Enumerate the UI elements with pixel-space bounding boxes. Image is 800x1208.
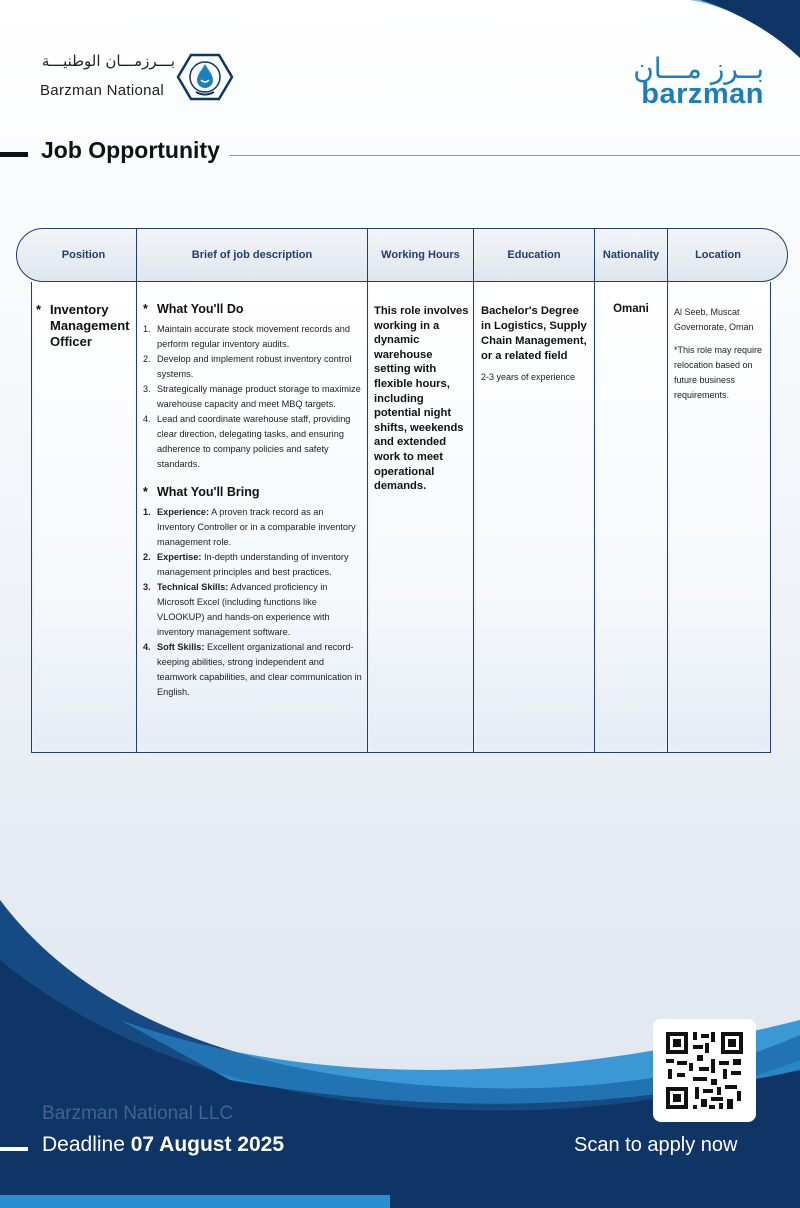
- table-header: [16, 228, 788, 282]
- list-item: 2. Develop and implement robust inventory control systems.: [143, 354, 352, 379]
- qr-code-icon: [653, 1019, 756, 1122]
- list-item: 3. Technical Skills: Advanced proficiency in Microsoft Excel (including functions like VLOOKUP) and hands-on experience with inventory management software.: [143, 582, 330, 637]
- location-text: Al Seeb, Muscat Governorate, Oman: [674, 307, 754, 332]
- header-divider: [136, 229, 137, 281]
- cell-background: [597, 282, 666, 750]
- education-degree: Bachelor's Degree in Logistics, Supply Chain Management, or a related field: [481, 305, 587, 362]
- water-drop-hexagon-icon: [176, 52, 234, 102]
- body-divider: [667, 282, 668, 752]
- body-divider: [594, 282, 595, 752]
- column-header-working-hours: Working Hours: [381, 249, 460, 261]
- list-item: 3. Strategically manage product storage to maximize warehouse capacity and meet MBQ targets.: [143, 384, 361, 409]
- education-cell: [481, 304, 591, 382]
- title-row: [0, 135, 800, 171]
- brand-right-english: barzman: [641, 78, 764, 110]
- column-header-position: Position: [61, 249, 106, 261]
- description-cell: [143, 302, 363, 700]
- requirements-list: [143, 505, 363, 700]
- body-divider: [136, 282, 137, 752]
- brand-left-english: Barzman National: [40, 82, 165, 99]
- column-header-nationality: Nationality: [602, 249, 660, 261]
- header-divider: [667, 229, 668, 281]
- list-item: 2. Expertise: In-depth understanding of inventory management principles and best practices.: [143, 552, 349, 577]
- list-item: 1. Experience: A proven track record as an Inventory Controller or in a comparable inventory management role.: [143, 507, 356, 547]
- list-item: 4. Soft Skills: Excellent organizational and record-keeping abilities, strong independent and teamwork capabilities, and clear communication in English.: [143, 642, 362, 697]
- deadline-date: 07 August 2025: [130, 1133, 285, 1156]
- header-divider: [473, 229, 474, 281]
- working-hours-cell: This role involves working in a dynamic warehouse setting with flexible hours, including potential night shifts, weekends and extended work to meet operational demands.: [374, 305, 469, 493]
- company-name: Barzman National LLC: [42, 1103, 234, 1124]
- position-title: Inventory Management Officer: [50, 302, 130, 349]
- page-title: Job Opportunity: [41, 137, 220, 163]
- education-experience: 2-3 years of experience: [481, 372, 576, 382]
- list-item: 4. Lead and coordinate warehouse staff, providing clear direction, delegating tasks, and ensuring adherence to company policies and safety standards.: [143, 414, 351, 469]
- brand-left-arabic: بـــرزمـــان الوطنيـــة: [41, 52, 175, 70]
- brand-right-arabic: بــرز مـــان: [633, 52, 764, 85]
- deadline: [42, 1133, 284, 1157]
- asterisk-bullet: *: [36, 302, 42, 317]
- header-divider: [367, 229, 368, 281]
- title-dash: [0, 152, 28, 157]
- deadline-label: Deadline: [42, 1133, 131, 1156]
- location-cell: [674, 305, 774, 403]
- section-heading: * What You'll Do: [143, 302, 244, 316]
- footer-accent-bar: [0, 1195, 390, 1208]
- list-item: 1. Maintain accurate stock movement records and perform regular inventory audits.: [143, 324, 351, 349]
- title-rule: [229, 155, 800, 156]
- body-divider: [473, 282, 474, 752]
- header-divider: [594, 229, 595, 281]
- column-header-location: Location: [695, 249, 741, 261]
- nationality-cell: Omani: [613, 303, 649, 315]
- duties-list: [143, 322, 363, 472]
- location-note: *This role may require relocation based on future business requirements.: [674, 345, 763, 400]
- footer-dash: [0, 1147, 28, 1151]
- qr-code[interactable]: [653, 1019, 756, 1122]
- scan-to-apply-text: Scan to apply now: [574, 1134, 738, 1156]
- cell-background: [34, 282, 135, 750]
- column-header-description: Brief of job description: [191, 249, 313, 261]
- column-header-education: Education: [507, 249, 561, 261]
- barzman-national-logo: [40, 52, 240, 102]
- barzman-logo: [630, 52, 770, 112]
- section-heading: * What You'll Bring: [143, 485, 260, 499]
- body-divider: [367, 282, 368, 752]
